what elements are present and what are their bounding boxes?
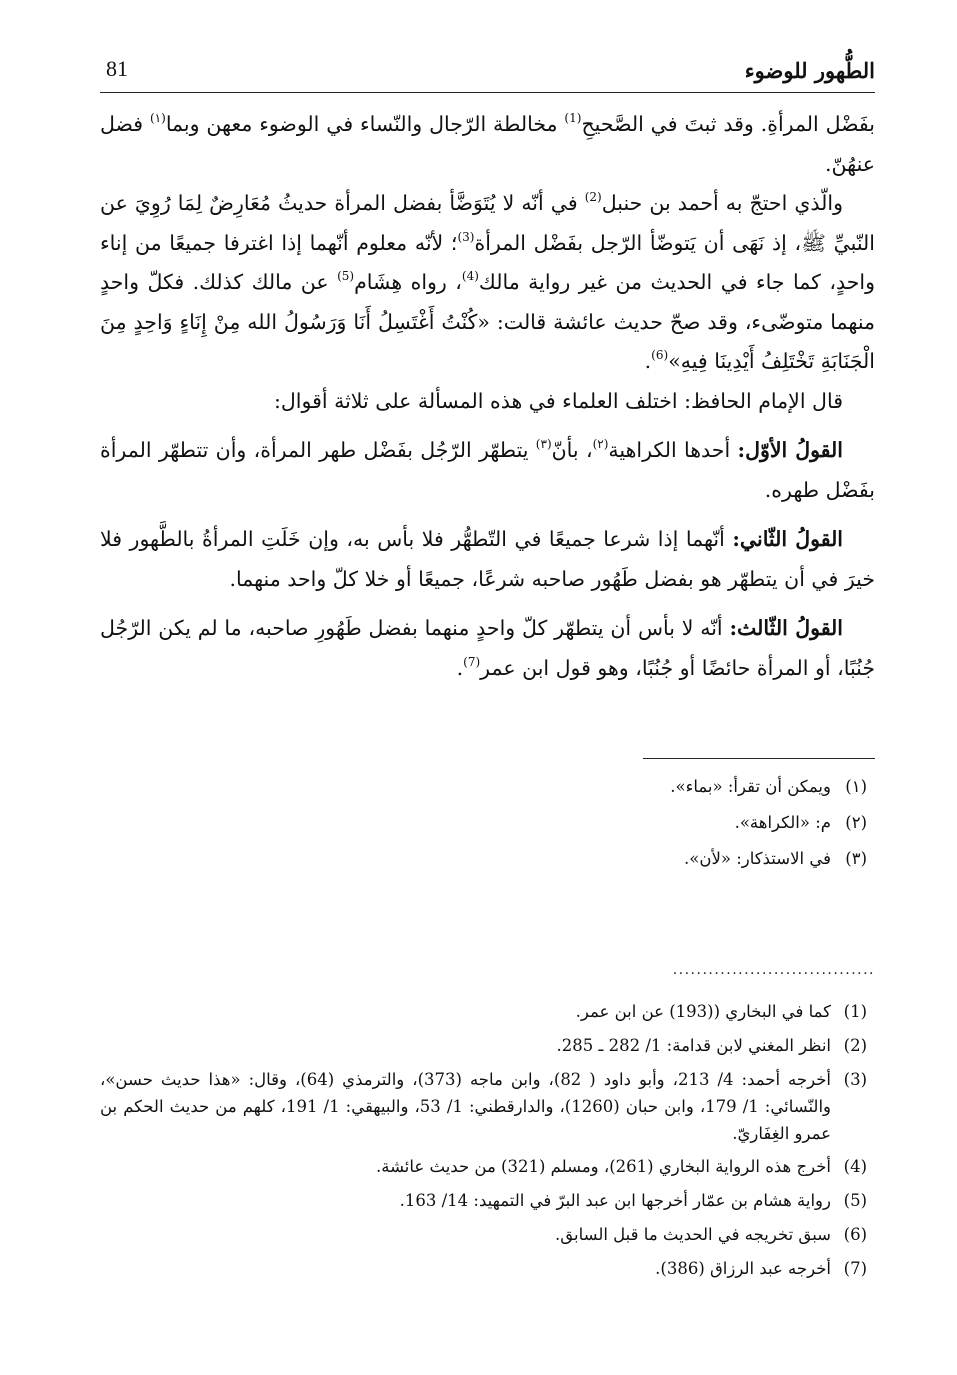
text-run: ، بأنّ [551,438,593,462]
paragraph-3: قال الإمام الحافظ: اختلف العلماء في هذه المسألة على ثلاثة أقوال: [274,388,843,413]
first-opinion [100,431,875,510]
footnote-text: رواية هشام بن عمّار أخرجها ابن عبد البرّ في التمهيد: 14/ 163. [399,1191,831,1210]
running-title: الطُّهور للوضوء [744,58,875,83]
footnote-number: (6) [843,1225,867,1244]
text-run: ؛ لأنّه معلوم أنّهما إذا اغترفا جميعًا من إناء واحدٍ، كما جاء في الحديث من غير رواية مالك [100,230,876,294]
footnote-text: م: «الكراهة». [734,813,831,832]
footnote-text: ويمكن أن تقرأ: «بماء». [670,777,831,796]
main-text [100,105,875,688]
variant-footnotes [100,758,875,881]
footnote-item [100,1187,875,1215]
text-run: أنّهما إذا شرعا جميعًا في التّطهُّر فلا بأس به، وإن خَلَتِ المرأةُ بالطَّهور فلا خيرَ في أن يتطهّر هو بفضل طَهُور صاحبه شرعًا، جميعًا أو خلا كلّ واحد منهما. [100,527,875,591]
footnote-item [100,1221,875,1249]
text-run: أنّه لا بأس أن يتطهّر كلّ واحدٍ منهما بفضل طَهُورِ صاحبه، ما لم يكن الرّجُل جُنُبًا، أو المرأة حائضًا أو جُنُبًا، وهو قول ابن عمر [100,616,875,680]
footnote-text: سبق تخريجه في الحديث ما قبل السابق. [554,1225,831,1244]
source-footnote-list [100,998,875,1283]
footnote-item [100,809,875,837]
footnote-item [100,1032,875,1060]
second-opinion [100,520,875,599]
text-run: . [644,349,652,373]
text-run: يتطهّر الرّجُل بفَضْل طهر المرأة، وأن تتطهّر المرأة بفَضْل طهره. [100,438,875,502]
footnote-item [100,845,875,873]
text-run: والّذي احتجّ به أحمد بن حنبل [601,191,843,215]
page-header [100,52,875,93]
footnote-number: (٣) [845,849,867,868]
footnote-number: (3) [843,1070,867,1089]
footnote-number: (1) [843,1002,867,1021]
page-number: 81 [106,56,128,81]
footnote-number: (7) [843,1259,867,1278]
footnote-ref: (4) [461,269,479,283]
text-run: فضل عنهُنّ. [100,112,875,176]
footnote-number: (١) [845,777,867,796]
footnote-number: (٢) [845,813,867,832]
first-opinion-label: القولُ الأوّل: [737,438,843,462]
source-footnotes [100,962,875,1289]
second-opinion-label: القولُ الثّاني: [732,527,844,551]
footnote-ref: (1) [564,111,582,125]
footnote-text: أخرجه عبد الرزاق (386). [655,1259,831,1278]
footnote-text: انظر المغني لابن قدامة: 1/ 282 ـ 285. [556,1036,831,1055]
footnote-ref: (٢) [592,437,609,451]
footnote-text: كما في البخاري ((193) عن ابن عمر. [575,1002,831,1021]
footnote-item [100,1255,875,1283]
footnote-rule [643,758,875,759]
footnote-text: في الاستذكار: «لأن». [684,849,831,868]
footnote-item [100,1153,875,1181]
text-run: أحدها الكراهية [608,438,738,462]
footnote-ref: (3) [457,229,475,244]
paragraph-1 [100,105,875,184]
text-run: ، رواه هِشَام [354,270,462,294]
footnote-ref: (2) [584,190,602,204]
footnote-ref: (٣) [535,437,552,451]
paragraph-2 [100,184,875,382]
footnote-number: (5) [843,1191,867,1210]
text-run: بفَضْل المرأةِ. وقد ثبتَ في الصَّحيحِ [581,112,875,136]
footnote-text: أخرجه أحمد: 4/ 213، وأبو داود ( 82)، وابن ماجه (373)، والترمذي (64)، وقال: «هذا حديث حسن»، والنّسائي: 1/ 179، وابن حبان (1260)، والدارقطني: 1/ 53، والبيهقي: 1/ 191، كلهم من حديث الحكم بن عمرو الغِفَاريّ. [100,1070,832,1143]
book-page [100,52,876,1278]
footnote-ref: (6) [651,348,669,362]
footnote-item [100,773,875,801]
footnote-item [100,1066,875,1147]
footnote-number: (4) [843,1157,867,1176]
footnote-ref: (١) [149,111,166,125]
text-run: . [456,655,464,680]
third-opinion-label: القولُ الثّالث: [729,616,843,640]
footnote-item [100,998,875,1026]
footnote-number: (2) [843,1036,867,1055]
text-run: في أنّه لا يُتَوَضَّأ بفضل المرأة حديثُ مُعَارِضٌ لِمَا رُوِيَ عن النّبيِّ ﷺ، إذ نَهَى أن يَتوضّأ الرّجل بفَضْل المرأة [100,191,875,255]
footnote-ref: (5) [337,269,355,283]
variant-footnote-list [100,773,875,873]
text-run: عن مالك كذلك. فكلّ واحدٍ منهما متوضّىء، وقد صحّ حديث عائشة قالت: «كُنْتُ أَغْتَسِلُ أَنَا وَرَسُولُ الله مِنْ إِنَاءٍ وَاحِدٍ مِنَ الْجَنَابَةِ تَخْتَلِفُ أَيْدِينَا فِيهِ» [100,270,875,373]
footnote-ref: (7) [463,654,481,669]
dotted-separator: .................................. [672,962,875,978]
third-opinion [100,609,875,688]
text-run: مخالطة الرّجال والنّساء في الوضوء معهن وبما [165,112,565,136]
footnote-text: أخرج هذه الرواية البخاري (261)، ومسلم (321) من حديث عائشة. [375,1157,831,1176]
